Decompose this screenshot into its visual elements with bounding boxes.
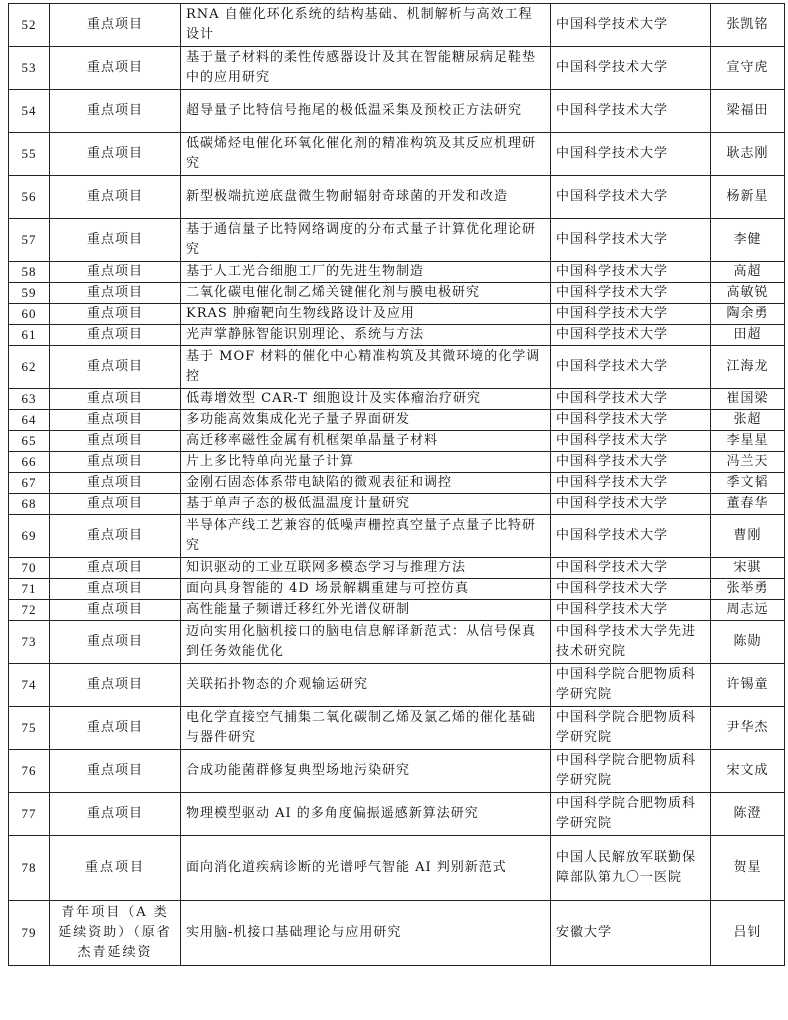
host-institution: 中国科学技术大学: [551, 219, 711, 262]
table-row: [9, 452, 785, 473]
host-institution: 中国科学技术大学: [551, 283, 711, 304]
project-title: 低毒增效型 CAR-T 细胞设计及实体瘤治疗研究: [181, 389, 551, 410]
project-category: 重点项目: [50, 515, 181, 558]
row-number: 76: [9, 750, 50, 793]
row-number: 54: [9, 90, 50, 133]
project-category: 青年项目（A 类延续资助）（原省杰青延续资: [50, 901, 181, 966]
project-category: 重点项目: [50, 707, 181, 750]
row-number: 73: [9, 621, 50, 664]
project-leader: 李健: [711, 219, 785, 262]
project-leader: 贺星: [711, 836, 785, 901]
project-list-table: [8, 3, 785, 966]
host-institution: 中国科学技术大学: [551, 304, 711, 325]
project-leader: 董春华: [711, 494, 785, 515]
project-category: 重点项目: [50, 90, 181, 133]
project-leader: 杨新星: [711, 176, 785, 219]
project-category: 重点项目: [50, 133, 181, 176]
project-title: 片上多比特单向光量子计算: [181, 452, 551, 473]
table-row: [9, 431, 785, 452]
row-number: 59: [9, 283, 50, 304]
row-number: 79: [9, 901, 50, 966]
table-row: [9, 262, 785, 283]
project-leader: 宣守虎: [711, 47, 785, 90]
host-institution: 中国科学技术大学: [551, 346, 711, 389]
project-title: 基于通信量子比特网络调度的分布式量子计算优化理论研究: [181, 219, 551, 262]
project-title: 面向消化道疾病诊断的光谱呼气智能 AI 判别新范式: [181, 836, 551, 901]
project-title: 基于量子材料的柔性传感器设计及其在智能糖尿病足鞋垫中的应用研究: [181, 47, 551, 90]
row-number: 61: [9, 325, 50, 346]
project-title: 二氧化碳电催化制乙烯关键催化剂与膜电极研究: [181, 283, 551, 304]
project-category: 重点项目: [50, 47, 181, 90]
project-category: 重点项目: [50, 346, 181, 389]
project-category: 重点项目: [50, 431, 181, 452]
project-leader: 宋骐: [711, 558, 785, 579]
project-title: RNA 自催化环化系统的结构基础、机制解析与高效工程设计: [181, 4, 551, 47]
table-row: [9, 389, 785, 410]
project-leader: 吕钊: [711, 901, 785, 966]
row-number: 62: [9, 346, 50, 389]
project-category: 重点项目: [50, 836, 181, 901]
table-row: [9, 133, 785, 176]
project-title: 基于人工光合细胞工厂的先进生物制造: [181, 262, 551, 283]
table-row: [9, 346, 785, 389]
project-title: 半导体产线工艺兼容的低噪声栅控真空量子点量子比特研究: [181, 515, 551, 558]
project-category: 重点项目: [50, 283, 181, 304]
table-row: [9, 176, 785, 219]
host-institution: 中国科学院合肥物质科学研究院: [551, 793, 711, 836]
host-institution: 中国科学技术大学: [551, 133, 711, 176]
row-number: 78: [9, 836, 50, 901]
table-row: [9, 473, 785, 494]
table-row: [9, 304, 785, 325]
table-row: [9, 410, 785, 431]
project-title: 面向具身智能的 4D 场景解耦重建与可控仿真: [181, 579, 551, 600]
row-number: 72: [9, 600, 50, 621]
project-leader: 江海龙: [711, 346, 785, 389]
row-number: 56: [9, 176, 50, 219]
project-title: 知识驱动的工业互联网多模态学习与推理方法: [181, 558, 551, 579]
table-row: [9, 515, 785, 558]
table-row: [9, 325, 785, 346]
host-institution: 中国科学技术大学: [551, 176, 711, 219]
project-category: 重点项目: [50, 579, 181, 600]
project-title: 实用脑-机接口基础理论与应用研究: [181, 901, 551, 966]
project-leader: 陈勋: [711, 621, 785, 664]
row-number: 60: [9, 304, 50, 325]
project-category: 重点项目: [50, 473, 181, 494]
row-number: 65: [9, 431, 50, 452]
host-institution: 中国科学技术大学: [551, 473, 711, 494]
table-row: [9, 494, 785, 515]
project-leader: 陈澄: [711, 793, 785, 836]
project-leader: 宋文成: [711, 750, 785, 793]
host-institution: 安徽大学: [551, 901, 711, 966]
project-leader: 高超: [711, 262, 785, 283]
host-institution: 中国科学技术大学: [551, 431, 711, 452]
host-institution: 中国科学院合肥物质科学研究院: [551, 750, 711, 793]
row-number: 57: [9, 219, 50, 262]
project-category: 重点项目: [50, 176, 181, 219]
project-leader: 尹华杰: [711, 707, 785, 750]
project-leader: 田超: [711, 325, 785, 346]
project-leader: 曹刚: [711, 515, 785, 558]
project-category: 重点项目: [50, 494, 181, 515]
table-row: [9, 283, 785, 304]
project-leader: 张超: [711, 410, 785, 431]
project-list-body: [9, 4, 785, 966]
project-leader: 张凯铭: [711, 4, 785, 47]
project-category: 重点项目: [50, 452, 181, 473]
host-institution: 中国科学院合肥物质科学研究院: [551, 707, 711, 750]
project-title: 基于 MOF 材料的催化中心精准构筑及其微环境的化学调控: [181, 346, 551, 389]
row-number: 52: [9, 4, 50, 47]
project-title: 物理模型驱动 AI 的多角度偏振遥感新算法研究: [181, 793, 551, 836]
host-institution: 中国科学技术大学: [551, 47, 711, 90]
host-institution: 中国科学技术大学: [551, 389, 711, 410]
host-institution: 中国科学技术大学: [551, 515, 711, 558]
project-title: 关联拓扑物态的介观输运研究: [181, 664, 551, 707]
project-title: 超导量子比特信号拖尾的极低温采集及预校正方法研究: [181, 90, 551, 133]
project-category: 重点项目: [50, 410, 181, 431]
project-title: 多功能高效集成化光子量子界面研发: [181, 410, 551, 431]
host-institution: 中国科学技术大学: [551, 558, 711, 579]
project-title: 迈向实用化脑机接口的脑电信息解译新范式：从信号保真到任务效能优化: [181, 621, 551, 664]
project-leader: 周志远: [711, 600, 785, 621]
row-number: 63: [9, 389, 50, 410]
host-institution: 中国科学技术大学: [551, 600, 711, 621]
project-category: 重点项目: [50, 389, 181, 410]
row-number: 68: [9, 494, 50, 515]
host-institution: 中国科学技术大学: [551, 579, 711, 600]
project-category: 重点项目: [50, 621, 181, 664]
row-number: 70: [9, 558, 50, 579]
project-leader: 陶余勇: [711, 304, 785, 325]
table-row: [9, 793, 785, 836]
host-institution: 中国科学技术大学: [551, 494, 711, 515]
host-institution: 中国科学技术大学: [551, 410, 711, 431]
project-leader: 梁福田: [711, 90, 785, 133]
project-category: 重点项目: [50, 219, 181, 262]
project-leader: 张举勇: [711, 579, 785, 600]
project-category: 重点项目: [50, 325, 181, 346]
project-leader: 高敏锐: [711, 283, 785, 304]
table-row: [9, 558, 785, 579]
table-row: [9, 47, 785, 90]
table-row: [9, 4, 785, 47]
row-number: 69: [9, 515, 50, 558]
project-title: 电化学直接空气捕集二氧化碳制乙烯及氯乙烯的催化基础与器件研究: [181, 707, 551, 750]
project-title: 低碳烯烃电催化环氧化催化剂的精准构筑及其反应机理研究: [181, 133, 551, 176]
table-row: [9, 836, 785, 901]
project-leader: 李星星: [711, 431, 785, 452]
table-row: [9, 707, 785, 750]
host-institution: 中国科学技术大学: [551, 90, 711, 133]
project-leader: 耿志刚: [711, 133, 785, 176]
row-number: 53: [9, 47, 50, 90]
project-category: 重点项目: [50, 664, 181, 707]
project-title: 金刚石固态体系带电缺陷的微观表征和调控: [181, 473, 551, 494]
host-institution: 中国人民解放军联勤保障部队第九〇一医院: [551, 836, 711, 901]
table-row: [9, 750, 785, 793]
table-row: [9, 600, 785, 621]
host-institution: 中国科学技术大学: [551, 262, 711, 283]
row-number: 77: [9, 793, 50, 836]
project-leader: 季文韬: [711, 473, 785, 494]
project-title: 新型极端抗逆底盘微生物耐辐射奇球菌的开发和改造: [181, 176, 551, 219]
project-title: 合成功能菌群修复典型场地污染研究: [181, 750, 551, 793]
host-institution: 中国科学院合肥物质科学研究院: [551, 664, 711, 707]
table-row: [9, 90, 785, 133]
row-number: 55: [9, 133, 50, 176]
project-title: 高性能量子频谱迁移红外光谱仪研制: [181, 600, 551, 621]
project-category: 重点项目: [50, 793, 181, 836]
table-row: [9, 901, 785, 966]
row-number: 74: [9, 664, 50, 707]
project-title: 基于单声子态的极低温温度计量研究: [181, 494, 551, 515]
table-row: [9, 664, 785, 707]
row-number: 71: [9, 579, 50, 600]
project-category: 重点项目: [50, 4, 181, 47]
project-category: 重点项目: [50, 262, 181, 283]
host-institution: 中国科学技术大学: [551, 452, 711, 473]
project-category: 重点项目: [50, 750, 181, 793]
row-number: 67: [9, 473, 50, 494]
project-title: 光声掌静脉智能识别理论、系统与方法: [181, 325, 551, 346]
project-leader: 崔国梁: [711, 389, 785, 410]
row-number: 75: [9, 707, 50, 750]
project-title: 高迁移率磁性金属有机框架单晶量子材料: [181, 431, 551, 452]
project-leader: 冯兰天: [711, 452, 785, 473]
host-institution: 中国科学技术大学: [551, 4, 711, 47]
host-institution: 中国科学技术大学先进技术研究院: [551, 621, 711, 664]
row-number: 58: [9, 262, 50, 283]
table-row: [9, 621, 785, 664]
project-category: 重点项目: [50, 600, 181, 621]
project-leader: 许锡童: [711, 664, 785, 707]
project-category: 重点项目: [50, 558, 181, 579]
host-institution: 中国科学技术大学: [551, 325, 711, 346]
row-number: 66: [9, 452, 50, 473]
project-title: KRAS 肿瘤靶向生物线路设计及应用: [181, 304, 551, 325]
project-category: 重点项目: [50, 304, 181, 325]
table-row: [9, 219, 785, 262]
table-row: [9, 579, 785, 600]
row-number: 64: [9, 410, 50, 431]
